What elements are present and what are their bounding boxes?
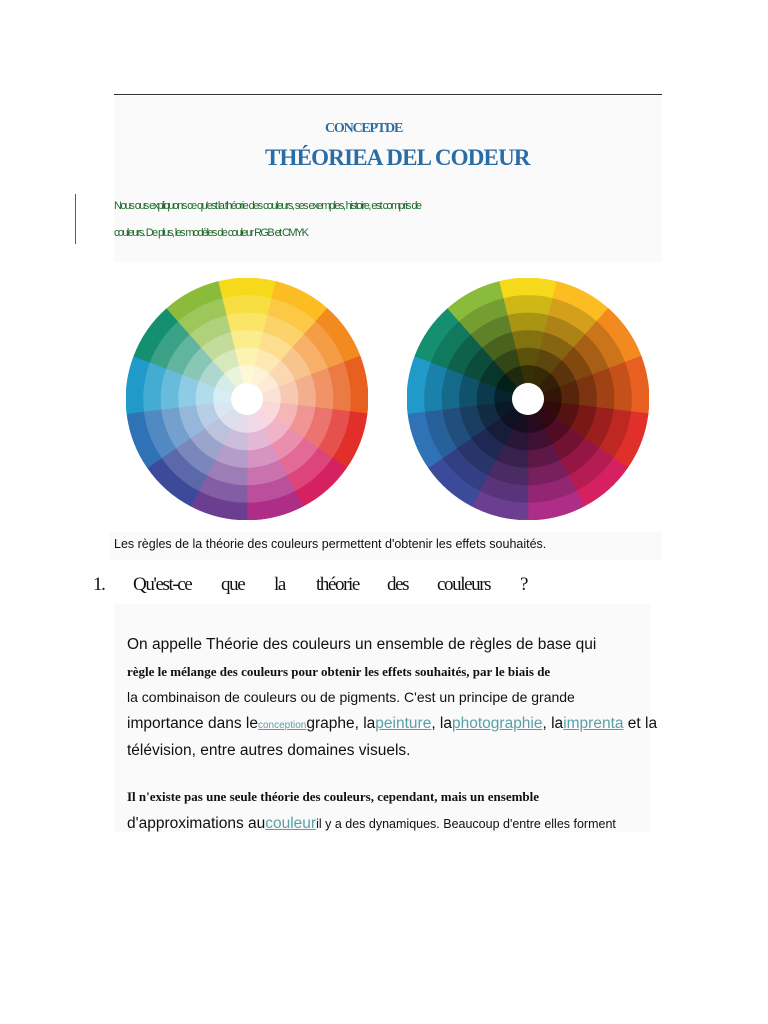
- color-wheel-shades: [407, 278, 649, 520]
- link-couleur[interactable]: couleur: [265, 815, 317, 832]
- section-word: théorie: [316, 574, 359, 595]
- section-word: ?: [520, 574, 528, 595]
- body-text: d'approximations au: [127, 815, 266, 832]
- body-text: , la: [431, 715, 452, 732]
- link-peinture[interactable]: peinture: [375, 715, 432, 732]
- wheel-segment: [507, 313, 548, 332]
- color-wheel-tints: [126, 278, 368, 520]
- wheel-center: [231, 383, 263, 415]
- section-word: couleurs: [437, 574, 491, 595]
- body-line: télévision, entre autres domaines visuels.: [127, 742, 411, 759]
- wheel-segment: [226, 313, 267, 332]
- body-text: , la: [542, 715, 564, 732]
- wheel-segment: [222, 296, 272, 316]
- wheel-center: [512, 383, 544, 415]
- page-title: THÉORIEA DEL CODEUR: [265, 145, 530, 170]
- header-kicker: CONCEPTDE: [325, 121, 403, 136]
- margin-bar: [75, 194, 76, 244]
- intro-line-1: Nous ous expliquons ce qu'est la théorie des couleurs, ses exemples, histoire, est compris de: [114, 200, 421, 212]
- body-text: graphe, la: [306, 715, 376, 732]
- body-line-with-links: [127, 815, 616, 833]
- section-word: que: [221, 574, 245, 595]
- wheel-segment: [231, 331, 264, 350]
- body-line-with-links: [127, 715, 657, 733]
- body-text: importance dans le: [127, 715, 258, 732]
- body-text: et la: [623, 715, 658, 732]
- figure-caption: Les règles de la théorie des couleurs permettent d'obtenir les effets souhaités.: [114, 537, 547, 551]
- intro-line-2: couleurs. De plus, les modèles de couleur RGB et CMYK: [114, 227, 308, 239]
- link-conception[interactable]: conception: [257, 720, 307, 731]
- section-number: 1.: [93, 574, 105, 595]
- section-word: Qu'est-ce: [133, 574, 192, 595]
- body-line: règle le mélange des couleurs pour obtenir les effets souhaités, par le biais de: [127, 664, 551, 679]
- body-line: On appelle Théorie des couleurs un ensemble de règles de base qui: [127, 636, 597, 653]
- top-rule: [114, 94, 662, 95]
- section-word: la: [274, 574, 285, 595]
- link-photographie[interactable]: photographie: [452, 715, 543, 732]
- wheel-segment: [512, 331, 545, 350]
- body-text: il y a des dynamiques. Beaucoup d'entre elles forment: [316, 817, 616, 831]
- body-line: la combinaison de couleurs ou de pigments. C'est un principe de grande: [127, 689, 575, 705]
- wheel-segment: [503, 296, 553, 316]
- link-imprenta[interactable]: imprenta: [563, 715, 624, 732]
- body-line: Il n'existe pas une seule théorie des couleurs, cependant, mais un ensemble: [127, 789, 540, 804]
- section-word: des: [387, 574, 409, 595]
